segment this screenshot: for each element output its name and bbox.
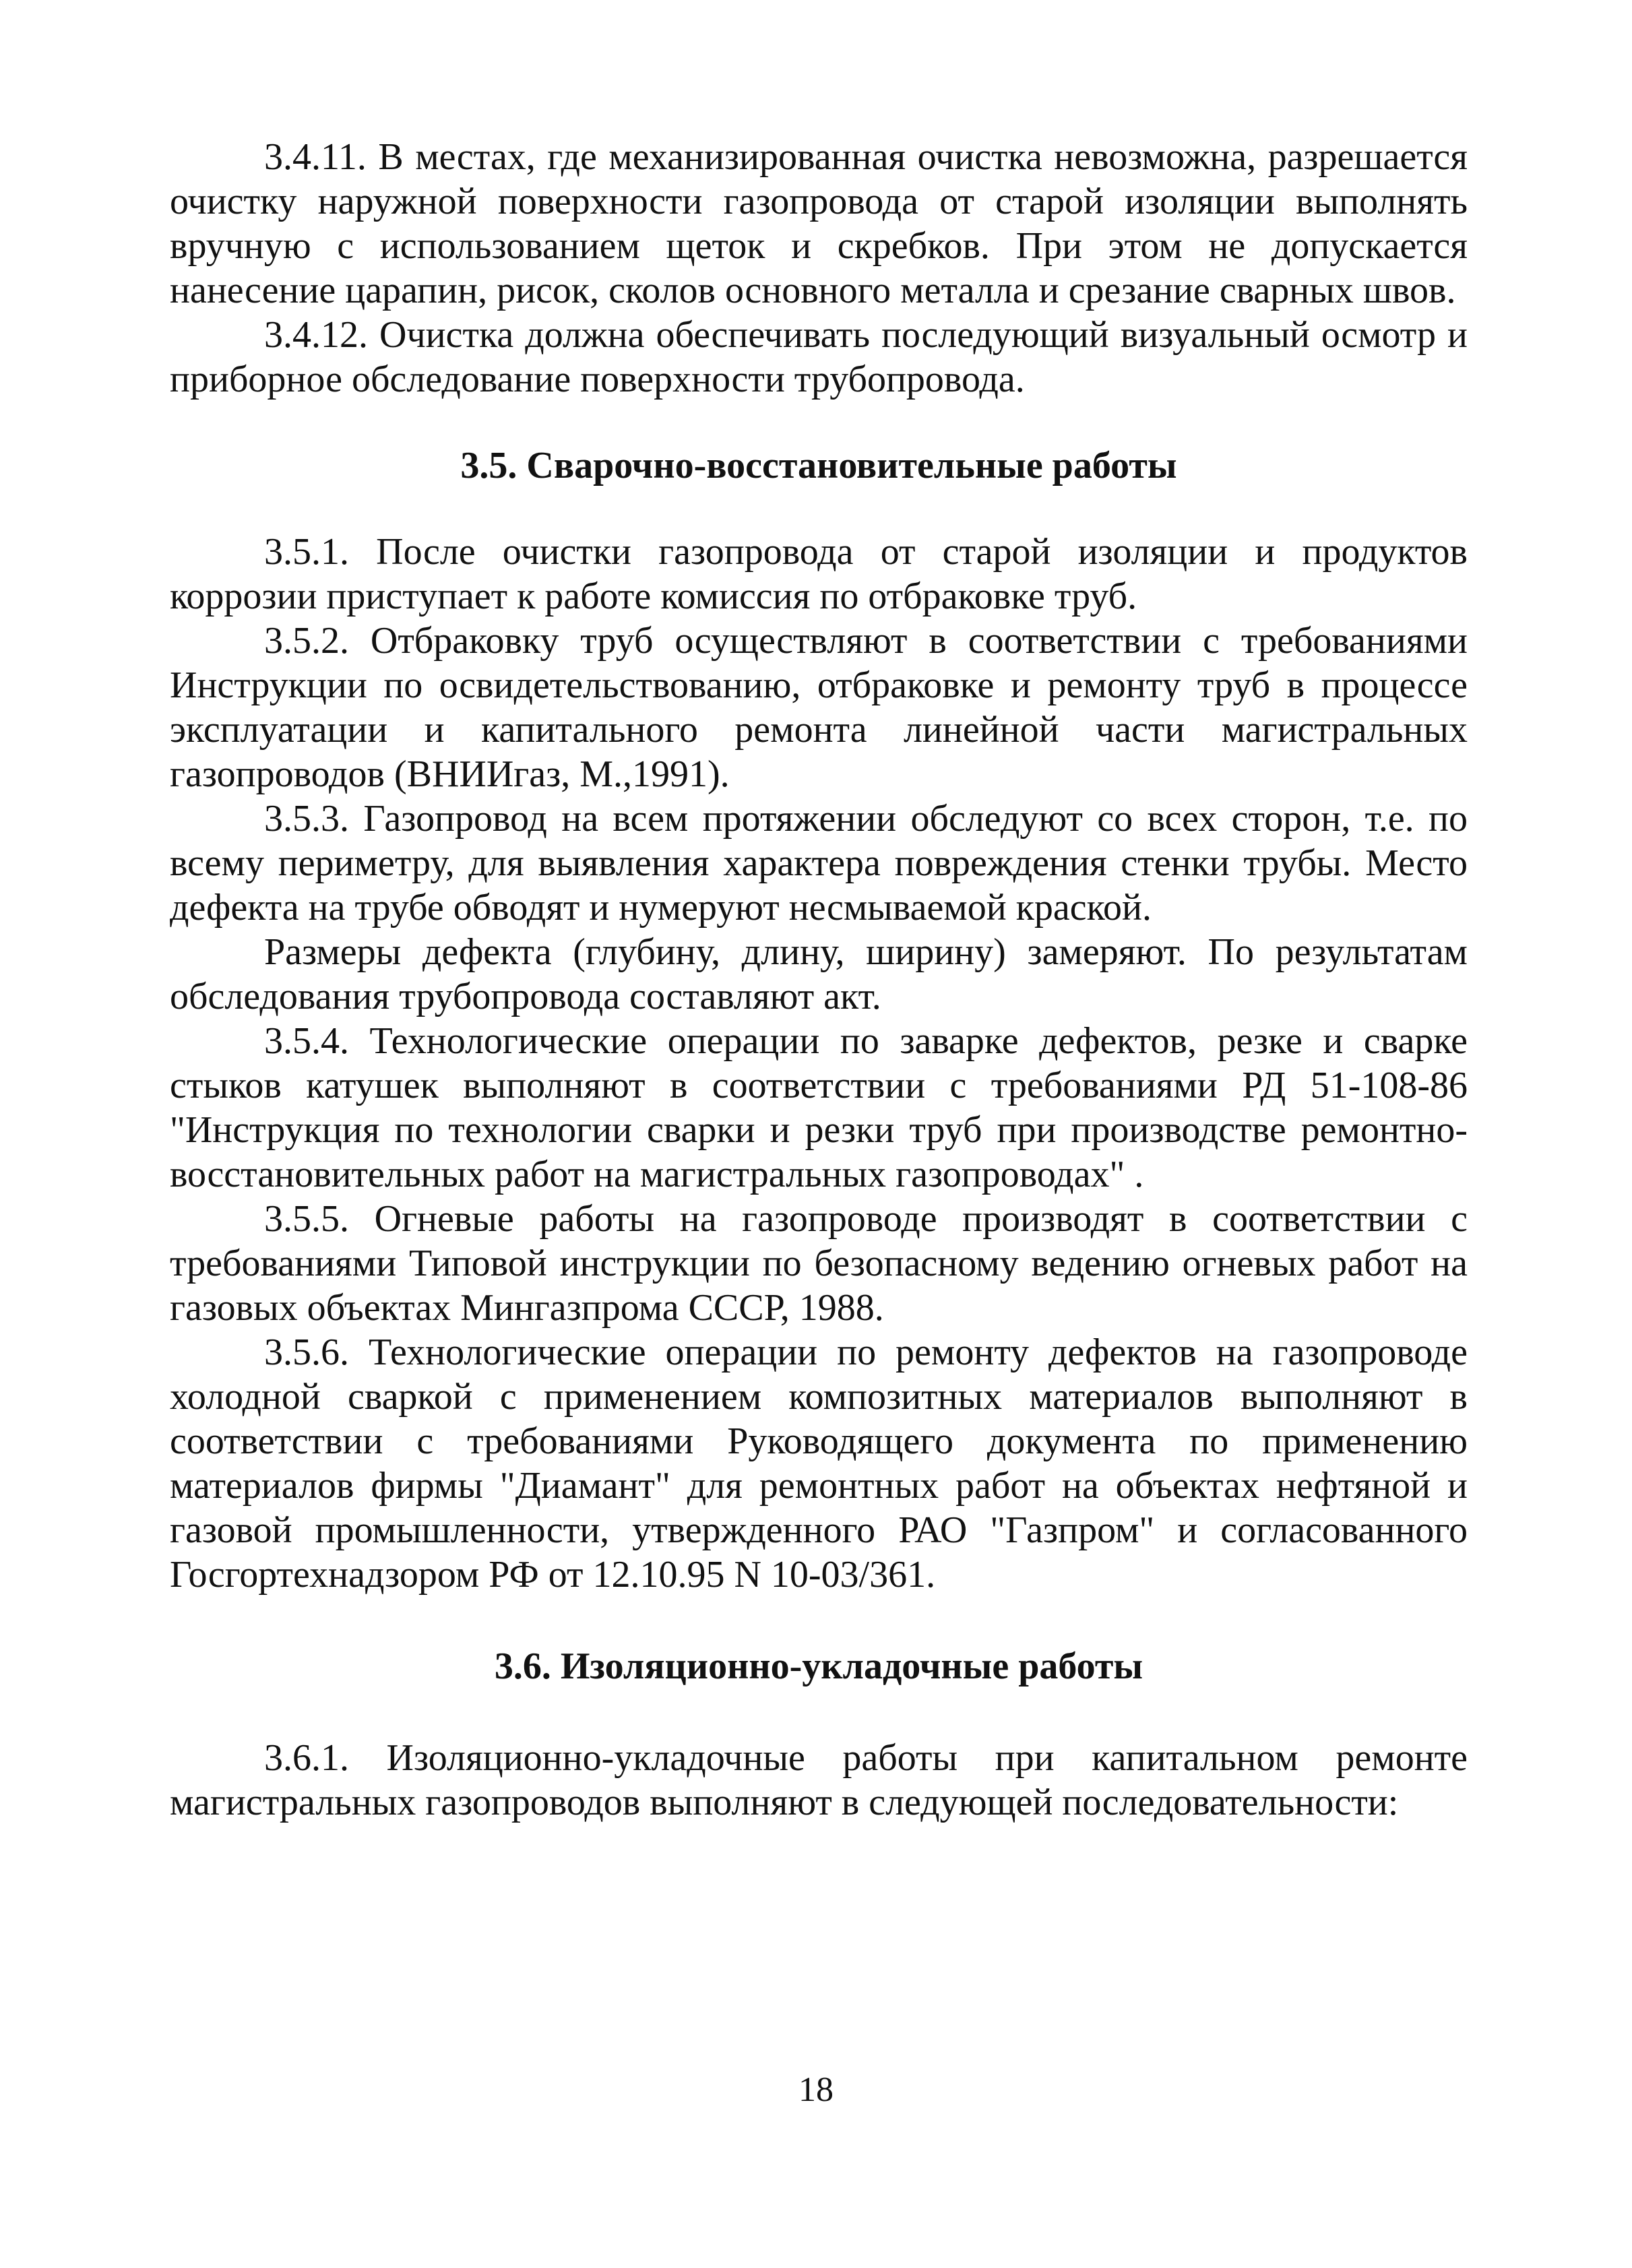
paragraph-3-5-1: 3.5.1. После очистки газопровода от старой изоляции и продуктов коррозии приступает к работе комиссия по отбраковке труб. — [170, 531, 1468, 617]
paragraph-3-5-6: 3.5.6. Технологические операции по ремонту дефектов на газопроводе холодной сваркой с применением композитных материалов выполняют в соответствии с требованиями Руководящего документа по применению материалов фирмы "Диамант" для ремонтных работ на объектах нефтяной и газовой промышленности, утвержденного РАО "Газпром" и согласованного Госгортехнадзором РФ от 12.10.95 N 10-03/361. — [170, 1331, 1468, 1596]
paragraph-3-5-2: 3.5.2. Отбраковку труб осуществляют в соответствии с требованиями Инструкции по освидетельствованию, отбраковке и ремонту труб в процессе эксплуатации и капитального ремонта линейной части магистральных газопроводов (ВНИИгаз, М.,1991). — [170, 620, 1468, 795]
section-heading-3-6: 3.6. Изоляционно-укладочные работы — [494, 1645, 1143, 1687]
paragraph-3-5-5: 3.5.5. Огневые работы на газопроводе производят в соответствии с требованиями Типовой инструкции по безопасному ведению огневых работ на газовых объектах Мингазпрома СССР, 1988. — [170, 1198, 1468, 1329]
paragraph-3-5-4: 3.5.4. Технологические операции по заварке дефектов, резке и сварке стыков катушек выполняют в соответствии с требованиями РД 51-108-86 "Инструкция по технологии сварки и резки труб при производстве ремонтно-восстановительных работ на магистральных газопроводах" . — [170, 1020, 1468, 1195]
paragraph-3-5-3: 3.5.3. Газопровод на всем протяжении обследуют со всех сторон, т.е. по всему периметру, для выявления характера повреждения стенки трубы. Место дефекта на трубе обводят и нумеруют несмываемой краской. — [170, 798, 1468, 928]
paragraph-defect-dimensions: Размеры дефекта (глубину, длину, ширину) замеряют. По результатам обследования трубопровода составляют акт. — [170, 931, 1468, 1017]
section-heading-3-5: 3.5. Сварочно-восстановительные работы — [460, 445, 1177, 486]
document-page — [170, 135, 1468, 1825]
paragraph-3-4-11: 3.4.11. В местах, где механизированная очистка невозможна, разрешается очистку наружной поверхности газопровода от старой изоляции выполнять вручную с использованием щеток и скребков. При этом не допускается нанесение царапин, рисок, сколов основного металла и срезание сварных швов. — [170, 136, 1468, 311]
paragraph-3-6-1: 3.6.1. Изоляционно-укладочные работы при капитальном ремонте магистральных газопроводов выполняют в следующей последовательности: — [170, 1737, 1468, 1823]
paragraph-3-4-12: 3.4.12. Очистка должна обеспечивать последующий визуальный осмотр и приборное обследование поверхности трубопровода. — [170, 314, 1468, 400]
page-number: 18 — [798, 2071, 834, 2109]
